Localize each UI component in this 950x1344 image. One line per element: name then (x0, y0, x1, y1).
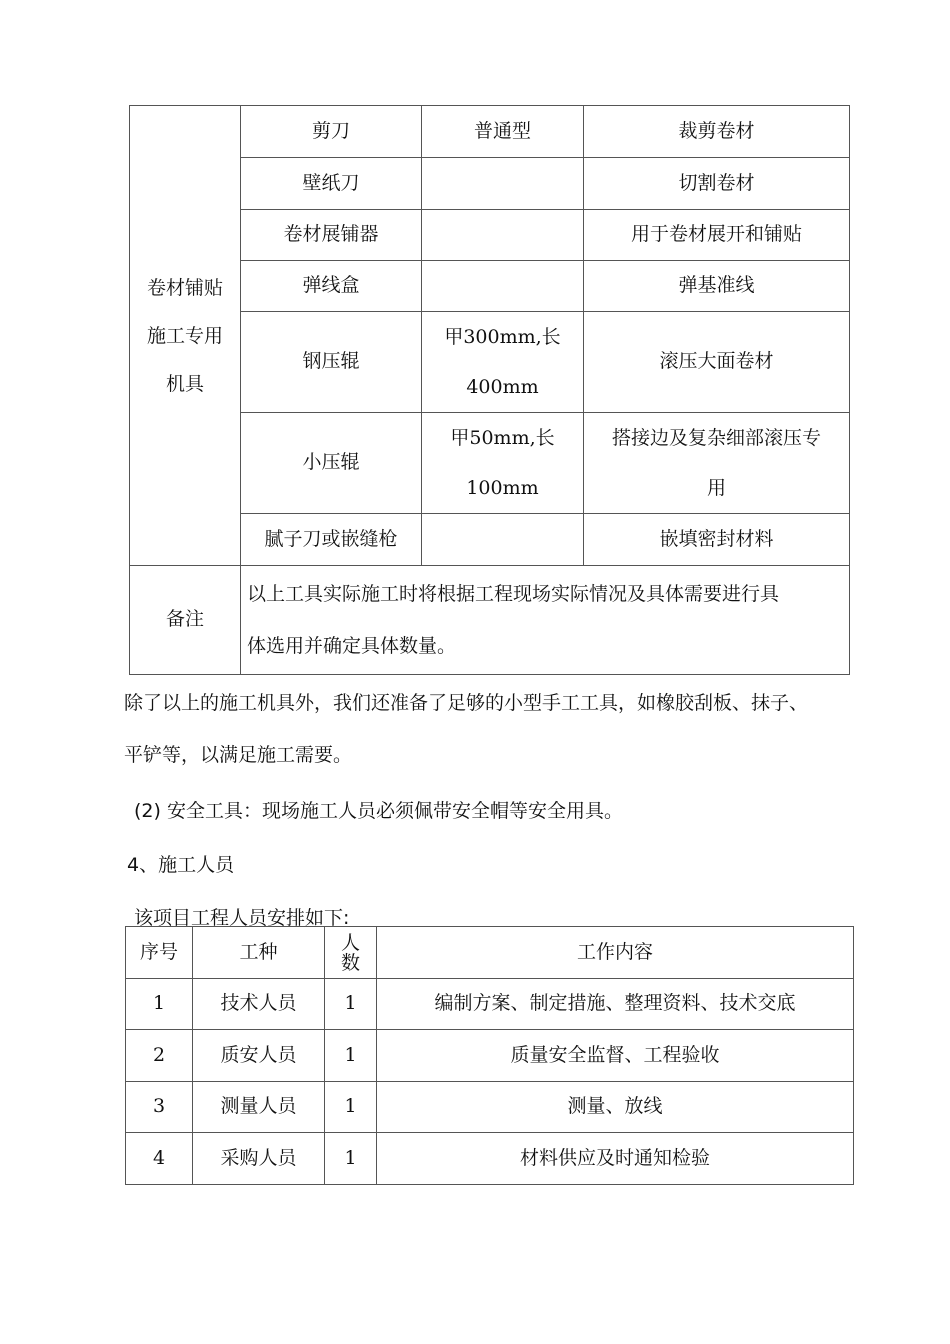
safety-tools-paragraph: (2) 安全工具：现场施工人员必须佩带安全帽等安全用具。 (134, 800, 623, 822)
staff-no: 4 (126, 1133, 193, 1185)
tool-category-line: 机具 (165, 372, 204, 395)
note-line: 以上工具实际施工时将根据工程现场实际情况及具体需要进行具 (247, 583, 780, 605)
paragraph-line: 平铲等，以满足施工需要。 (124, 744, 353, 766)
staff-count: 1 (325, 1082, 377, 1133)
header-content: 工作内容 (377, 927, 854, 979)
note-line: 体选用并确定具体数量。 (247, 635, 457, 657)
tool-spec (422, 261, 584, 312)
table-row (126, 979, 854, 1030)
tool-name: 剪刀 (241, 106, 422, 158)
staff-intro: 该项目工程人员安排如下: (134, 907, 350, 929)
table-row (130, 566, 850, 675)
table-row (126, 1030, 854, 1082)
staff-type: 采购人员 (193, 1133, 325, 1185)
staff-content: 测量、放线 (377, 1082, 854, 1133)
header-no: 序号 (126, 927, 193, 979)
staff-type: 测量人员 (193, 1082, 325, 1133)
staff-type: 质安人员 (193, 1030, 325, 1082)
table-row (126, 1082, 854, 1133)
tool-use-line: 搭接边及复杂细部滚压专 (611, 427, 821, 449)
tool-name: 卷材展铺器 (241, 210, 422, 261)
table-row (126, 1133, 854, 1185)
tool-use: 用于卷材展开和铺贴 (584, 210, 850, 261)
tool-use: 切割卷材 (584, 158, 850, 210)
paragraph-line: 除了以上的施工机具外，我们还准备了足够的小型手工工具，如橡胶刮板、抹子、 (124, 692, 809, 714)
tool-use: 弹基准线 (584, 261, 850, 312)
section-heading: 4、施工人员 (127, 854, 235, 876)
tool-spec (422, 210, 584, 261)
tool-name: 钢压辊 (241, 312, 422, 413)
staff-type: 技术人员 (193, 979, 325, 1030)
tool-use: 嵌填密封材料 (584, 514, 850, 566)
tool-category-cell (130, 106, 241, 566)
tool-use (584, 413, 850, 514)
tool-spec-line: 100mm (466, 477, 539, 499)
tool-name: 腻子刀或嵌缝枪 (241, 514, 422, 566)
tool-spec (422, 514, 584, 566)
tool-spec: 普通型 (422, 106, 584, 158)
tool-category-line: 施工专用 (146, 324, 223, 347)
tool-use: 裁剪卷材 (584, 106, 850, 158)
staff-count: 1 (325, 979, 377, 1030)
header-type: 工种 (193, 927, 325, 979)
header-count-line: 人 (340, 931, 360, 954)
tool-spec (422, 413, 584, 514)
tool-category-line: 卷材铺贴 (146, 276, 223, 299)
tool-name: 壁纸刀 (241, 158, 422, 210)
tool-spec-line: 甲300mm,长 (444, 326, 561, 348)
staff-no: 2 (126, 1030, 193, 1082)
table-header-row (126, 927, 854, 979)
tool-use-line: 用 (706, 477, 726, 499)
tool-table (129, 105, 850, 675)
staff-content: 材料供应及时通知检验 (377, 1133, 854, 1185)
staff-no: 3 (126, 1082, 193, 1133)
table-row (130, 106, 850, 158)
staff-count: 1 (325, 1133, 377, 1185)
note-text (241, 566, 850, 675)
header-count (325, 927, 377, 979)
staff-no: 1 (126, 979, 193, 1030)
tool-use: 滚压大面卷材 (584, 312, 850, 413)
staff-content: 质量安全监督、工程验收 (377, 1030, 854, 1082)
tool-name: 小压辊 (241, 413, 422, 514)
tool-spec (422, 312, 584, 413)
tool-spec-line: 甲50mm,长 (450, 427, 555, 449)
staff-content: 编制方案、制定措施、整理资料、技术交底 (377, 979, 854, 1030)
note-label: 备注 (130, 566, 241, 675)
tool-spec (422, 158, 584, 210)
staff-count: 1 (325, 1030, 377, 1082)
tool-name: 弹线盒 (241, 261, 422, 312)
tool-spec-line: 400mm (466, 376, 539, 398)
staff-table (125, 926, 854, 1185)
header-count-line: 数 (340, 951, 360, 974)
